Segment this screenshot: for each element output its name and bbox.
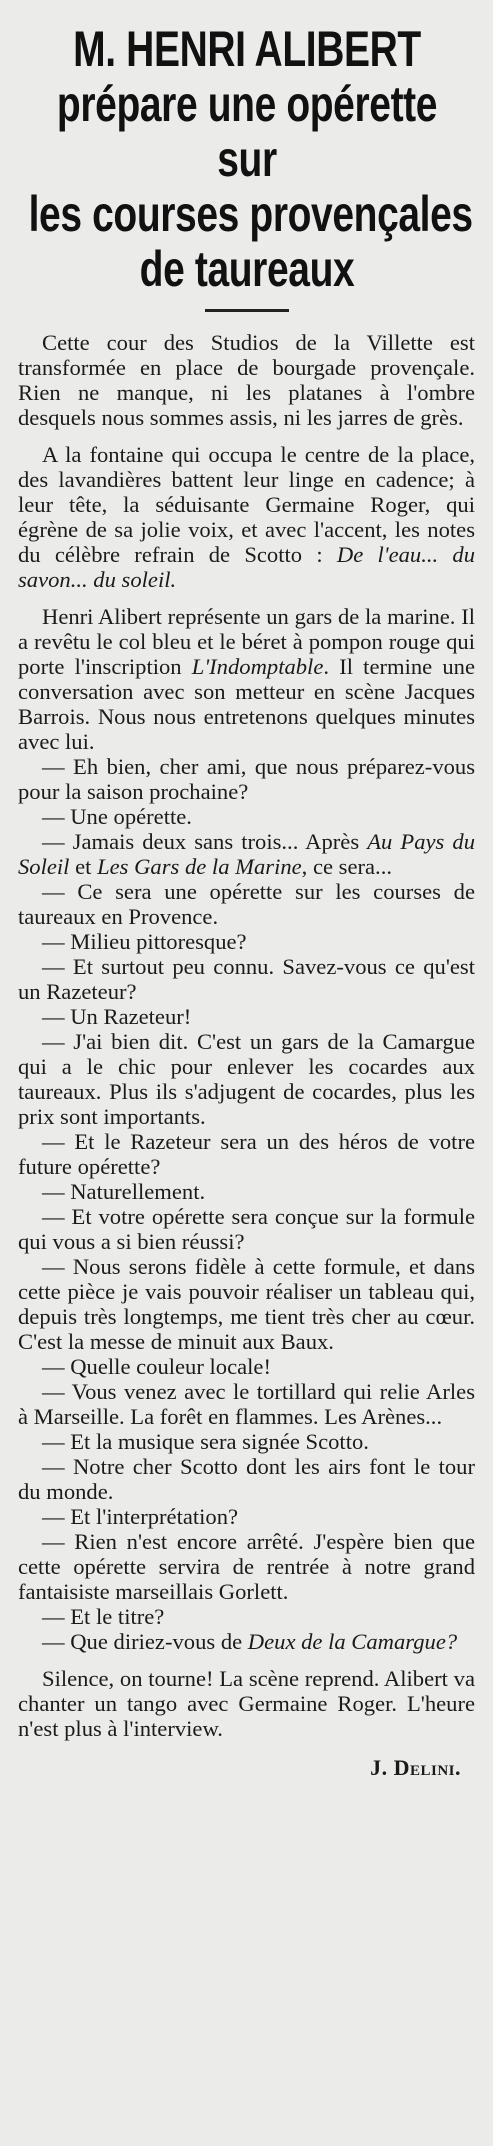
article-paragraph (18, 1004, 475, 1029)
author-initial: J. (370, 1755, 388, 1780)
author-name: Delini. (393, 1755, 461, 1780)
article-paragraph (18, 804, 475, 829)
article-paragraph (18, 1204, 475, 1254)
article-paragraph (18, 1666, 475, 1741)
italic-title: De l'eau... du savon... du soleil. (18, 542, 475, 592)
paragraph-text: — Nous serons fidèle à cette formule, et dans cette pièce je vais pouvoir réaliser un tableau qui, depuis très longtemps, me tient très cher au cœur. C'est la messe de minuit aux Baux. (18, 1254, 475, 1354)
paragraph-text: Silence, on tourne! La scène reprend. Alibert va chanter un tango avec Germaine Roger. L'heure n'est plus à l'interview. (18, 1666, 475, 1741)
article-paragraph (18, 1629, 475, 1654)
paragraph-text: , ce sera... (301, 854, 392, 879)
paragraph-text: — Notre cher Scotto dont les airs font le tour du monde. (18, 1454, 475, 1504)
article-paragraph (18, 1179, 475, 1204)
article-paragraph (18, 929, 475, 954)
article-headline (28, 21, 473, 297)
paragraph-text: A la fontaine qui occupa le centre de la place, des lavandières battent leur linge en cadence; à leur tête, la séduisante Germaine Roger, qui égrène de sa jolie voix, et avec l'accent, les notes du célèbre refrain de Scotto : (18, 442, 475, 567)
paragraph-text: — Et surtout peu connu. Savez-vous ce qu'est un Razeteur? (18, 954, 475, 1004)
headline-divider (205, 309, 289, 312)
article-paragraph (18, 754, 475, 804)
headline-line-4: les courses provençales (28, 186, 473, 242)
paragraph-text: — Eh bien, cher ami, que nous préparez-vous pour la saison prochaine? (18, 754, 475, 804)
headline-line-2: prépare une opérette (56, 76, 438, 132)
paragraph-text: — Un Razeteur! (42, 1004, 192, 1029)
paragraph-text: — Milieu pittoresque? (42, 929, 247, 954)
paragraph-text: — Quelle couleur locale! (42, 1354, 271, 1379)
article-paragraph (18, 604, 475, 754)
paragraph-text: — Que diriez-vous de (42, 1629, 248, 1654)
article-paragraph (18, 1529, 475, 1604)
paragraph-text: — Jamais deux sans trois... Après (42, 829, 368, 854)
paragraph-text: — Et l'interprétation? (42, 1504, 239, 1529)
paragraph-text: et (69, 854, 98, 879)
article-paragraph (18, 330, 475, 430)
paragraph-text: Cette cour des Studios de la Villette est transformée en place de bourgade provençale. Rien ne manque, ni les platanes à l'ombre desquels nous sommes assis, ni les jarres de grès. (18, 330, 475, 430)
paragraph-text: — Vous venez avec le tortillard qui relie Arles à Marseille. La forêt en flammes. Les Arènes... (18, 1379, 475, 1429)
paragraph-text: . Il termine une conversation avec son metteur en scène Jacques Barrois. Nous nous entretenons quelques minutes avec lui. (18, 654, 475, 754)
paragraph-text: — J'ai bien dit. C'est un gars de la Camargue qui a le chic pour enlever les cocardes aux taureaux. Plus ils s'adjugent de cocardes, plus les prix sont importants. (18, 1029, 475, 1129)
italic-title: Deux de la Camargue? (247, 1629, 458, 1654)
paragraph-text: — Et la musique sera signée Scotto. (42, 1429, 369, 1454)
article-paragraph (18, 1504, 475, 1529)
paragraph-text: — Une opérette. (42, 804, 192, 829)
italic-title: L'Indomptable (191, 654, 324, 679)
author-signature (18, 1755, 475, 1781)
paragraph-text: — Et votre opérette sera conçue sur la formule qui vous a si bien réussi? (18, 1204, 475, 1254)
italic-title: Au Pays du Soleil (18, 829, 475, 879)
article-paragraph (18, 1379, 475, 1429)
article-paragraph (18, 1354, 475, 1379)
article-paragraph (18, 829, 475, 879)
paragraph-text: — Ce sera une opérette sur les courses de taureaux en Provence. (18, 879, 475, 929)
italic-title: Les Gars de la Marine (97, 854, 302, 879)
article-paragraph (18, 879, 475, 929)
headline-line-3: sur (217, 131, 277, 187)
article-paragraph (18, 442, 475, 592)
article-paragraph (18, 1254, 475, 1354)
headline-line-1: M. HENRI ALIBERT (73, 21, 421, 77)
paragraph-text: — Et le Razeteur sera un des héros de votre future opérette? (18, 1129, 475, 1179)
headline-line-5: de taureaux (139, 241, 355, 297)
article-paragraph (18, 1604, 475, 1629)
paragraph-text: — Rien n'est encore arrêté. J'espère bien que cette opérette servira de rentrée à notre grand fantaisiste marseillais Gorlett. (18, 1529, 475, 1604)
paragraph-text: Henri Alibert représente un gars de la marine. Il a revêtu le col bleu et le béret à pompon rouge qui porte l'inscription (18, 604, 475, 679)
article-paragraph (18, 1429, 475, 1454)
paragraph-text: — Naturellement. (42, 1179, 206, 1204)
article-paragraph (18, 954, 475, 1004)
article-paragraph (18, 1129, 475, 1179)
article-paragraph (18, 1454, 475, 1504)
article-body (18, 330, 475, 1741)
article-paragraph (18, 1029, 475, 1129)
paragraph-text: — Et le titre? (42, 1604, 165, 1629)
